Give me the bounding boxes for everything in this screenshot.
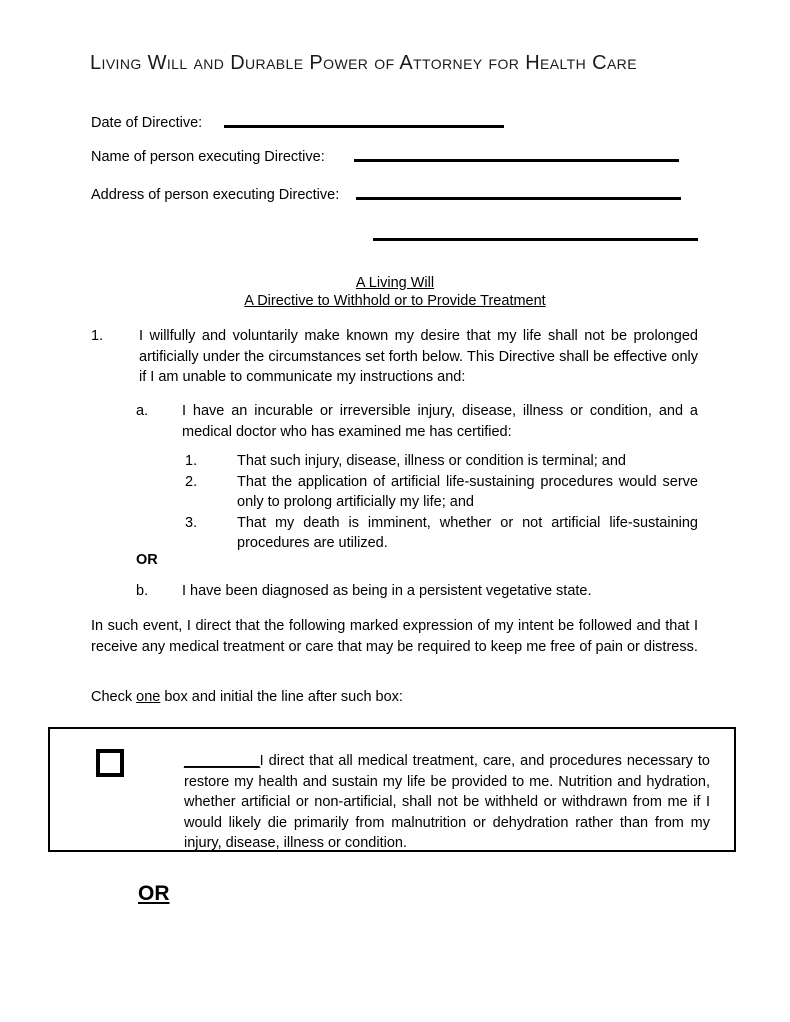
- sublist-marker: 1.: [185, 453, 198, 469]
- option-box-provide-treatment[interactable]: [48, 727, 736, 852]
- field-rule-name-of-person[interactable]: [354, 159, 679, 162]
- heading-directive-subtitle-text: A Directive to Withhold or to Provide Treatment: [244, 293, 546, 309]
- sublist-text: That the application of artificial life-sustaining procedures would serve only to prolong artificially my life; and: [237, 473, 698, 510]
- clause-b-text: I have been diagnosed as being in a persistent vegetative state.: [182, 583, 592, 599]
- clause-a-sublist: [185, 451, 698, 554]
- or-separator-middle: OR: [136, 552, 158, 568]
- sublist-text: That such injury, disease, illness or condition is terminal; and: [237, 453, 627, 469]
- clause-a-text: I have an incurable or irreversible injury, disease, illness or condition, and a medical doctor who has examined me has certified:: [182, 403, 698, 440]
- field-date-of-directive: [91, 115, 504, 131]
- sublist-marker: 2.: [185, 473, 198, 490]
- field-name-of-person: [91, 149, 679, 165]
- clause-b: [136, 581, 698, 602]
- field-rule-date-of-directive[interactable]: [224, 125, 504, 128]
- list-item: [185, 451, 698, 472]
- heading-a-living-will: [0, 274, 790, 292]
- field-rule-address-line-1[interactable]: [356, 197, 681, 200]
- initial-blank-line[interactable]: __________: [184, 753, 260, 769]
- check-instruction-before: Check: [91, 689, 137, 705]
- or-separator-bottom: OR: [138, 882, 170, 905]
- field-label-name-of-person: Name of person executing Directive:: [91, 149, 325, 165]
- list-item: [185, 472, 698, 513]
- paragraph-check-instruction: [91, 687, 698, 708]
- field-rule-address-line-2[interactable]: [373, 238, 698, 241]
- clause-1-text: I willfully and voluntarily make known my desire that my life shall not be prolonged artificially under the circumstances set forth below. This Directive shall be effective only if I am unable to communicate my instructions and:: [139, 328, 698, 385]
- sublist-text: That my death is imminent, whether or not artificial life-sustaining procedures are utilized.: [237, 514, 698, 551]
- option-box-inner: [50, 729, 734, 850]
- checkbox-provide-treatment[interactable]: [96, 749, 124, 777]
- field-address-of-person: [91, 187, 681, 203]
- clause-1: [91, 326, 698, 388]
- field-label-address-of-person: Address of person executing Directive:: [91, 187, 340, 203]
- field-label-date-of-directive: Date of Directive:: [91, 115, 203, 131]
- list-item: [185, 513, 698, 554]
- option-box-text: I direct that all medical treatment, care, and procedures necessary to restore my health and sustain my life be provided to me. Nutrition and hydration, whether artificial or non-artificial, shall not be withheld or withdrawn from me if I would likely die primarily from malnutrition or dehydration rather than from my injury, disease, illness or condition.: [184, 753, 710, 851]
- clause-a: [136, 401, 698, 442]
- page-title: Living Will and Durable Power of Attorney for Health Care: [90, 52, 637, 74]
- paragraph-in-such-event: In such event, I direct that the following marked expression of my intent be followed and that I receive any medical treatment or care that may be required to keep me free of pain or distress.: [91, 618, 698, 655]
- clause-1-marker: 1.: [91, 328, 104, 344]
- check-instruction-emphasis: one: [136, 689, 161, 705]
- clause-a-marker: a.: [136, 403, 149, 419]
- heading-a-living-will-text: A Living Will: [355, 275, 435, 291]
- check-instruction-after: box and initial the line after such box:: [160, 689, 403, 705]
- sublist-marker: 3.: [185, 514, 198, 531]
- option-box-text-block: [184, 751, 710, 854]
- clause-b-marker: b.: [136, 583, 149, 599]
- heading-directive-subtitle: [0, 292, 790, 310]
